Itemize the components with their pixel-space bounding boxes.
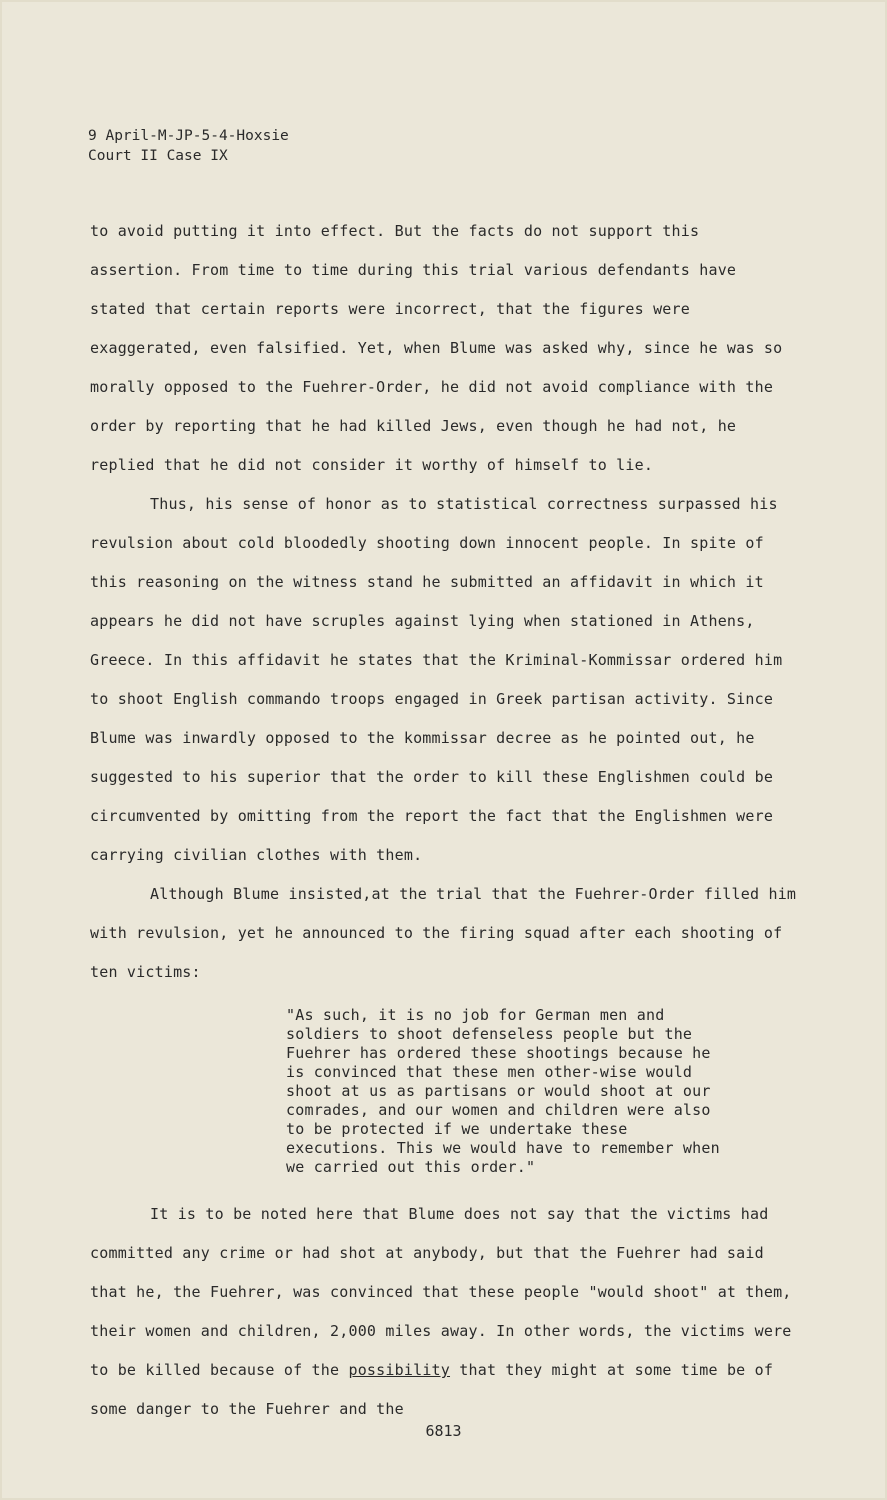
header-reference: 9 April-M-JP-5-4-Hoxsie xyxy=(88,128,289,144)
block-quote: "As such, it is no job for German men and soldiers to shoot defenseless people but the Fuehrer has ordered these shootings because he is convinced that these men other-wise would shoot at us as partisans or would shoot at our comrades, and our women and children were also to be protected if we undertake these executions. This we would have to remember when we carried out this order." xyxy=(286,1006,720,1176)
document-body xyxy=(90,212,798,1429)
paragraph-2: Thus, his sense of honor as to statistical correctness surpassed his revulsion about cold bloodedly shooting down innocent people. In spite of this reasoning on the witness stand he submitted an affidavit in which it appears he did not have scruples against lying when stationed in Athens, Greece. In this affidavit he states that the Kriminal-Kommissar ordered him to shoot English commando troops engaged in Greek partisan activity. Since Blume was inwardly opposed to the kommissar decree as he pointed out, he suggested to his superior that the order to kill these Englishmen could be circumvented by omitting from the report the fact that the Englishmen were carrying civilian clothes with them. xyxy=(90,495,783,864)
document-header xyxy=(88,126,289,166)
paragraph-4 xyxy=(90,1195,798,1429)
paragraph-1: to avoid putting it into effect. But the facts do not support this assertion. From time to time during this trial various defendants have stated that certain reports were incorrect, that the figures were exaggerated, even falsified. Yet, when Blume was asked why, since he was so morally opposed to the Fuehrer-Order, he did not avoid compliance with the order by reporting that he had killed Jews, even though he had not, he replied that he did not consider it worthy of himself to lie. xyxy=(90,222,783,474)
paragraph-4-text-b: that they might at some time be of some danger to the Fuehrer and the xyxy=(90,1361,774,1418)
paragraph-3: Although Blume insisted,at the trial that the Fuehrer-Order filled him with revulsion, yet he announced to the firing squad after each shooting of ten victims: xyxy=(90,885,797,981)
page-number: 6813 xyxy=(425,1422,462,1440)
header-court-case: Court II Case IX xyxy=(88,148,228,164)
underlined-word: possibility xyxy=(348,1361,451,1379)
paragraph-4-text-a: It is to be noted here that Blume does not say that the victims had committed any crime or had shot at anybody, but that the Fuehrer had said that he, the Fuehrer, was convinced that these people "would shoot" at them, their women and children, 2,000 miles away. In other words, the victims were to be killed because of the xyxy=(90,1205,792,1379)
